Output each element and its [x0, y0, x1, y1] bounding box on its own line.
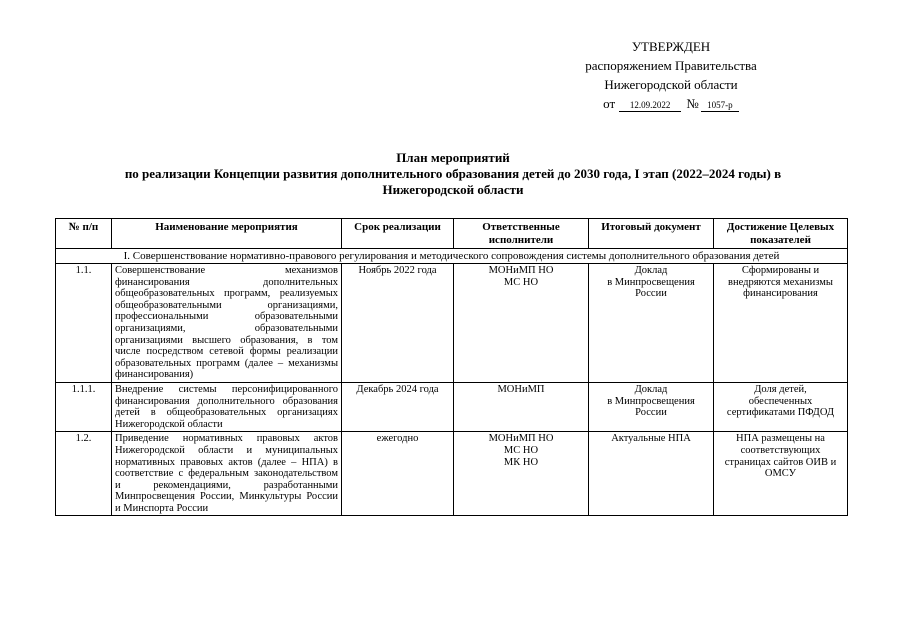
section-row	[56, 249, 848, 264]
approval-heading: УТВЕРЖДЕН	[631, 39, 711, 54]
row-term: Декабрь 2024 года	[342, 382, 454, 431]
row-document: Доклад в Минпросвещения России	[589, 382, 714, 431]
row-term: ежегодно	[342, 432, 454, 516]
header-target: Достижение Целевых показателей	[714, 219, 848, 249]
document-title	[60, 150, 846, 198]
row-num: 1.1.1.	[56, 382, 112, 431]
header-num: № п/п	[56, 219, 112, 249]
row-name: Приведение нормативных правовых актов Нижегородской области и муниципальных нормативных правовых актов (далее – НПА) в соответствие с федеральным законодательством и рекомендациями, разработанными Минпросвещения России, Минкультуры России и Минспорта России	[112, 432, 342, 516]
approval-line-1: распоряжением Правительства	[585, 58, 757, 73]
row-name: Внедрение системы персонифицированного финансирования дополнительного образования детей в общеобразовательных организациях Нижегородской области	[112, 382, 342, 431]
row-num: 1.2.	[56, 432, 112, 516]
approval-date-line	[558, 94, 784, 113]
approval-block	[558, 37, 784, 113]
row-responsible: МОНиМП НО МС НО	[454, 264, 589, 383]
header-responsible: Ответственные исполнители	[454, 219, 589, 249]
section-title: I. Совершенствование нормативно-правового регулирования и методического сопровождения системы дополнительного образования детей	[56, 249, 848, 264]
row-target: Сформированы и внедряются механизмы финансирования	[714, 264, 848, 383]
row-document: Доклад в Минпросвещения России	[589, 264, 714, 383]
title-line-1: План мероприятий	[396, 150, 510, 165]
header-name: Наименование мероприятия	[112, 219, 342, 249]
table-header-row	[56, 219, 848, 249]
row-num: 1.1.	[56, 264, 112, 383]
approval-line-2: Нижегородской области	[604, 77, 738, 92]
header-term: Срок реализации	[342, 219, 454, 249]
approval-number-sign: №	[686, 96, 699, 111]
table-row	[56, 432, 848, 516]
row-name: Совершенствование механизмов финансирования дополнительных общеобразовательных программ, реализуемых общеобразовательными организациями, профессиональными образовательными организациями, образовательными организациями высшего образования, в том числе посредством сетевой формы реализации образовательных программ (далее – механизмы финансирования)	[112, 264, 342, 383]
plan-table	[55, 218, 848, 516]
approval-date-prefix: от	[603, 96, 616, 111]
approval-number: 1057-р	[701, 100, 739, 112]
row-responsible: МОНиМП	[454, 382, 589, 431]
table-row	[56, 382, 848, 431]
row-document: Актуальные НПА	[589, 432, 714, 516]
approval-date: 12.09.2022	[619, 100, 681, 112]
row-target: НПА размещены на соответствующих страницах сайтов ОИВ и ОМСУ	[714, 432, 848, 516]
title-line-3: Нижегородской области	[382, 182, 524, 197]
row-target: Доля детей, обеспеченных сертификатами ПФДОД	[714, 382, 848, 431]
title-line-2: по реализации Концепции развития дополнительного образования детей до 2030 года, I этап (2022–2024 годы) в	[124, 166, 782, 181]
row-term: Ноябрь 2022 года	[342, 264, 454, 383]
table-row	[56, 264, 848, 383]
row-responsible: МОНиМП НО МС НО МК НО	[454, 432, 589, 516]
header-document: Итоговый документ	[589, 219, 714, 249]
